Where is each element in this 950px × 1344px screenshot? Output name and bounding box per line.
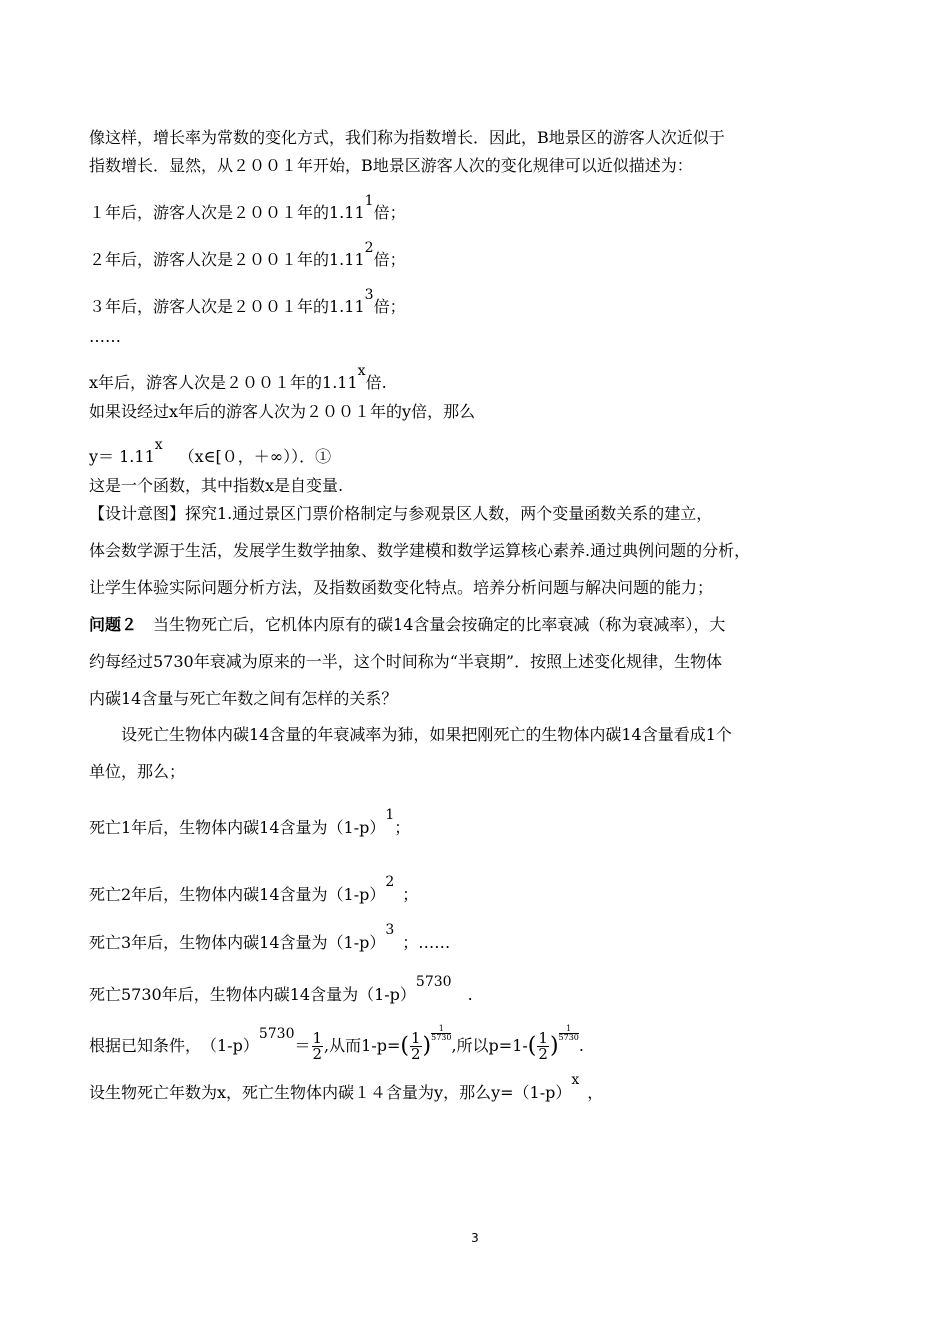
year-x-suffix: 倍.	[365, 373, 387, 392]
condition-therefore: ,从而1-p=	[324, 1036, 401, 1055]
text-line-2: 指数增长．显然，从２００１年开始，B地景区游客人次的变化规律可以近似描述为：	[89, 156, 693, 175]
question-2-line-2: 约每经过5730年衰减为原来的一半，这个时间称为“半衰期”．按照上述变化规律，生物体	[89, 652, 723, 671]
design-intent-line-3: 让学生体验实际问题分析方法，及指数函数变化特点。培养分析问题与解决问题的能力；	[89, 578, 714, 597]
equation-exponent: x	[154, 437, 163, 453]
death-2-line	[89, 874, 419, 906]
half-fraction-2: $\frac{1}{2}$	[410, 1029, 421, 1063]
text-line-1: 像这样，增长率为常数的变化方式，我们称为指数增长．因此，B地景区的游客人次近似于	[89, 128, 725, 147]
setup-line-2: 单位，那么；	[89, 762, 186, 781]
death-2-suffix: ；	[402, 885, 419, 904]
equals-sign: ＝	[294, 1036, 311, 1055]
death-5730-line	[89, 974, 473, 1006]
death-2-exponent: 2	[385, 874, 395, 890]
year-2-text: ２年后，游客人次是２００１年的1.11	[89, 250, 365, 269]
page-number: 3	[471, 1231, 479, 1245]
year-1-suffix: 倍；	[373, 203, 406, 222]
death-2-text: 死亡2年后，生物体内碳14含量为（1-p）	[89, 885, 386, 904]
year-3-suffix: 倍；	[373, 297, 406, 316]
root-exponent-fraction-2: $\frac{1}{5730}$	[558, 1024, 579, 1042]
question-2-label: 问题２	[89, 615, 138, 634]
root-exponent-fraction: $\frac{1}{5730}$	[431, 1024, 452, 1042]
condition-line: 根据已知条件， （1-p）5730＝ $\frac{1}{2}$ ,从而1-p=( $\frac{1}{2}$ ) $\frac{1}{5730}$ ,所以p=1-( $\frac{1}{2}$ ) $\frac{1}{5730}$ .	[89, 1024, 584, 1063]
death-1-line	[89, 807, 411, 839]
equation-domain: （x∈[０，＋∞））．①	[178, 447, 332, 466]
year-3-line	[89, 287, 406, 318]
equation-line	[89, 437, 332, 468]
ellipsis-line: ……	[89, 327, 121, 346]
year-2-line	[89, 240, 406, 271]
condition-period: .	[578, 1036, 584, 1055]
year-x-line	[89, 363, 387, 394]
year-1-line	[89, 193, 406, 224]
death-5730-text: 死亡5730年后，生物体内碳14含量为（1-p）	[89, 985, 416, 1004]
death-1-suffix: ；	[394, 818, 411, 837]
final-suffix: ，	[587, 1083, 604, 1102]
final-line	[89, 1072, 604, 1104]
death-3-suffix: ；……	[402, 933, 451, 952]
death-3-exponent: 3	[385, 922, 395, 938]
final-exponent: x	[571, 1072, 580, 1088]
death-5730-suffix: .	[467, 985, 473, 1004]
condition-so: ,所以p=1-	[451, 1036, 528, 1055]
year-2-exponent: 2	[364, 240, 374, 256]
setup-line-1: 设死亡生物体内碳14含量的年衰减率为犻，如果把刚死亡的生物体内碳14含量看成1个	[89, 725, 732, 744]
death-1-text: 死亡1年后，生物体内碳14含量为（1-p）	[89, 818, 386, 837]
year-x-exponent: x	[357, 363, 366, 379]
half-fraction: $\frac{1}{2}$	[312, 1029, 323, 1063]
question-2-line-3: 内碳14含量与死亡年数之间有怎样的关系？	[89, 689, 398, 708]
year-x-text: x年后，游客人次是２００１年的1.11	[89, 373, 358, 392]
death-3-line	[89, 922, 451, 954]
if-line: 如果设经过x年后的游客人次为２００１年的y倍，那么	[89, 402, 476, 421]
design-intent-line-1: 【设计意图】探究1.通过景区门票价格制定与参观景区人数，两个变量函数关系的建立，	[89, 504, 713, 523]
year-3-text: ３年后，游客人次是２００１年的1.11	[89, 297, 365, 316]
condition-text: 根据已知条件， （1-p）	[89, 1036, 259, 1055]
design-intent-line-2: 体会数学源于生活，发展学生数学抽象、数学建模和数学运算核心素养.通过典例问题的分析，	[89, 541, 751, 560]
year-3-exponent: 3	[364, 287, 374, 303]
half-fraction-3: $\frac{1}{2}$	[538, 1029, 548, 1063]
year-1-text: １年后，游客人次是２００１年的1.11	[89, 203, 365, 222]
question-2-text: 当生物死亡后，它机体内原有的碳14含量会按确定的比率衰减（称为衰减率），大	[137, 615, 726, 634]
condition-exponent: 5730	[258, 1026, 295, 1042]
death-1-exponent: 1	[385, 807, 395, 823]
death-5730-exponent: 5730	[415, 974, 452, 990]
year-1-exponent: 1	[364, 193, 374, 209]
final-text: 设生物死亡年数为x，死亡生物体内碳１４含量为y，那么y=（1-p）	[89, 1083, 572, 1102]
death-3-text: 死亡3年后，生物体内碳14含量为（1-p）	[89, 933, 386, 952]
function-line: 这是一个函数，其中指数x是自变量.	[89, 476, 344, 495]
year-2-suffix: 倍；	[373, 250, 406, 269]
equation-base: y＝ 1.11	[89, 447, 155, 466]
question-2-line-1	[89, 615, 725, 635]
